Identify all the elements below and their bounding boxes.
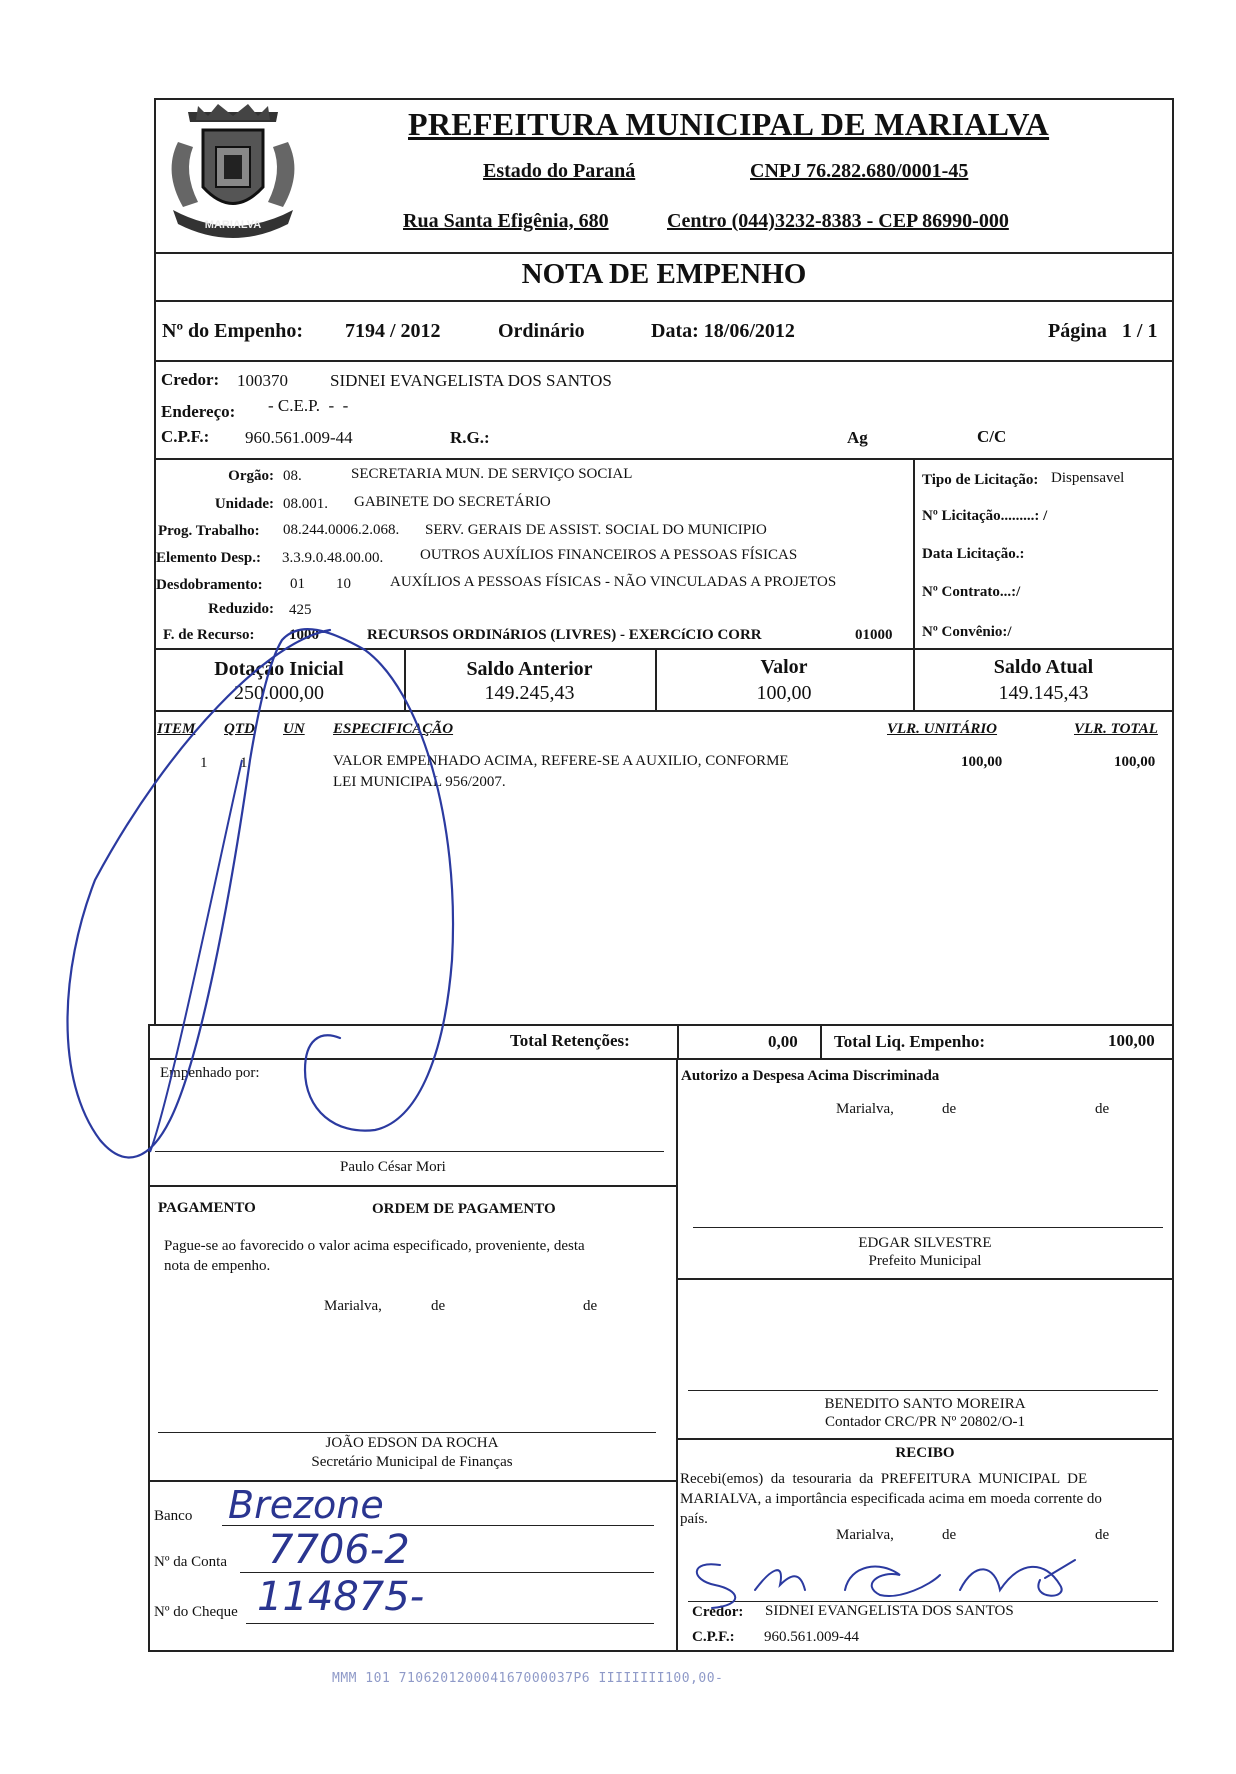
unidade-label: Unidade: [214, 496, 274, 512]
cpf-value: 960.561.009-44 [245, 428, 353, 447]
col-especificacao: ESPECIFICAÇÃO [333, 721, 454, 737]
recibo-text-1: Recebi(emos) da tesouraria da PREFEITURA MUNICIPAL DE [680, 1471, 1088, 1487]
cc-label: C/C [977, 427, 1007, 446]
desd-label: Desdobramento: [156, 577, 263, 593]
desd-desc: AUXÍLIOS A PESSOAS FÍSICAS - NÃO VINCULADAS A PROJETOS [390, 574, 837, 590]
prog-label: Prog. Trabalho: [158, 523, 260, 539]
endereco-label: Endereço: [161, 402, 236, 421]
total-retencoes-value: 0,00 [768, 1032, 798, 1051]
reduzido-value: 425 [289, 602, 312, 618]
cheque-handwritten[interactable]: 114875- [257, 1574, 425, 1620]
pagamento-label: PAGAMENTO [158, 1200, 256, 1216]
tipo-licitacao-label: Tipo de Licitação: [922, 472, 1039, 488]
empenhado-sign-line [155, 1151, 664, 1152]
saldo-atual-value: 149.145,43 [998, 682, 1089, 704]
contador-sign-line [688, 1390, 1158, 1391]
credor-name: SIDNEI EVANGELISTA DOS SANTOS [330, 371, 612, 390]
page-indicator: Página 1 / 1 [1048, 320, 1158, 342]
col-qtd: QTD [224, 721, 255, 737]
recurso-code: 01000 [855, 627, 893, 643]
reduzido-label: Reduzido: [208, 601, 274, 617]
contador-name: BENEDITO SANTO MOREIRA [824, 1396, 1026, 1412]
pagamento-de-1: de [431, 1298, 446, 1314]
orgao-code: 08. [283, 468, 302, 484]
autorizo-sign-line [693, 1227, 1163, 1228]
numero-convenio: Nº Convênio:/ [922, 624, 1012, 640]
col-un: UN [283, 721, 305, 737]
lower-center-divider [676, 1058, 678, 1652]
address-street: Rua Santa Efigênia, 680 [403, 210, 609, 232]
ordem-pagamento-title: ORDEM DE PAGAMENTO [372, 1201, 556, 1217]
unidade-desc: GABINETE DO SECRETÁRIO [354, 494, 551, 510]
budget-divider [913, 458, 915, 650]
banco-handwritten[interactable]: Brezone [228, 1483, 384, 1527]
prog-code: 08.244.0006.2.068. [283, 522, 400, 538]
cpf-label: C.P.F.: [161, 427, 210, 446]
totals-box [148, 1024, 1174, 1060]
banco-top-rule [148, 1480, 676, 1482]
elem-desc: OUTROS AUXÍLIOS FINANCEIROS A PESSOAS FÍSICAS [420, 547, 798, 563]
empenho-date: Data: 18/06/2012 [651, 320, 795, 342]
recibo-cpf-value: 960.561.009-44 [764, 1629, 859, 1645]
document-title: NOTA DE EMPENHO [521, 258, 807, 290]
total-retencoes-label: Total Retenções: [510, 1031, 630, 1050]
prog-desc: SERV. GERAIS DE ASSIST. SOCIAL DO MUNICIPIO [425, 522, 767, 538]
prefeito-name: EDGAR SILVESTRE [858, 1235, 992, 1251]
autorizo-de-1: de [942, 1101, 957, 1117]
numero-contrato: Nº Contrato...:/ [922, 584, 1021, 600]
numero-licitacao: Nº Licitação.........: / [922, 508, 1048, 524]
valor-value: 100,00 [756, 682, 812, 704]
col-item: ITEM [157, 721, 196, 737]
desd-code-2: 10 [336, 576, 351, 592]
contador-bottom-rule [676, 1438, 1174, 1440]
recibo-de-1: de [942, 1527, 957, 1543]
empenhado-bottom-rule [148, 1185, 676, 1187]
rg-label: R.G.: [450, 428, 490, 447]
item-desc-line1: VALOR EMPENHADO ACIMA, REFERE-SE A AUXILIO, CONFORME [333, 753, 789, 769]
item-qtd: 1 [240, 755, 248, 771]
recibo-sign-line [688, 1601, 1158, 1602]
empenho-type: Ordinário [498, 320, 585, 342]
total-liquido-value: 100,00 [1108, 1031, 1155, 1050]
item-desc-line2: LEI MUNICIPAL 956/2007. [333, 774, 506, 790]
conta-label: Nº da Conta [154, 1554, 227, 1570]
recibo-text-3: país. [680, 1511, 708, 1527]
saldo-anterior-value: 149.245,43 [484, 682, 575, 704]
micr-line: MMM 101 710620120004167000037P6 IIIIIIII100,00- [332, 1671, 724, 1686]
unidade-code: 08.001. [283, 496, 328, 512]
elem-code: 3.3.9.0.48.00.00. [282, 550, 384, 566]
address-rest: Centro (044)3232-8383 - CEP 86990-000 [667, 210, 1009, 232]
crest-banner-text: MARIALVA [204, 219, 262, 231]
empenhado-signer: Paulo César Mori [340, 1159, 446, 1175]
item-number: 1 [200, 755, 208, 771]
recibo-text-2: MARIALVA, a importância especificada acima em moeda corrente do [680, 1491, 1102, 1507]
tipo-licitacao-value: Dispensavel [1051, 470, 1125, 486]
ag-label: Ag [847, 428, 868, 447]
recurso-desc: RECURSOS ORDINáRIOS (LIVRES) - EXERCíCIO CORR [367, 627, 762, 643]
data-licitacao: Data Licitação.: [922, 546, 1025, 562]
pagamento-text-2: nota de empenho. [164, 1258, 271, 1274]
state-name: Estado do Paraná [483, 160, 636, 182]
municipal-crest-icon [158, 102, 308, 250]
empenho-number: 7194 / 2012 [345, 320, 441, 342]
dotacao-value: 250.000,00 [234, 682, 324, 704]
empenhado-label: Empenhado por: [160, 1065, 260, 1081]
recibo-credor-label: Credor: [692, 1604, 744, 1620]
saldo-atual-label: Saldo Atual [993, 656, 1094, 678]
elem-label: Elemento Desp.: [156, 550, 261, 566]
banco-label: Banco [154, 1508, 193, 1524]
pagamento-city: Marialva, [324, 1298, 382, 1314]
autorizo-label: Autorizo a Despesa Acima Discriminada [681, 1068, 940, 1084]
pagamento-role: Secretário Municipal de Finanças [311, 1454, 513, 1470]
empenho-number-label: Nº do Empenho: [162, 320, 304, 342]
recurso-value: 1000 [289, 627, 319, 643]
total-liquido-label: Total Liq. Empenho: [834, 1032, 985, 1051]
pagamento-sign-line [158, 1432, 656, 1433]
orgao-desc: SECRETARIA MUN. DE SERVIÇO SOCIAL [351, 466, 633, 482]
recibo-title: RECIBO [895, 1445, 955, 1461]
credor-label: Credor: [161, 370, 220, 389]
valor-label: Valor [760, 656, 808, 678]
recibo-cpf-label: C.P.F.: [692, 1629, 735, 1645]
recibo-signature-text: Sidnei Evangelista dos Santos [0, 0, 13, 1]
saldo-anterior-label: Saldo Anterior [466, 658, 593, 680]
autorizo-de-2: de [1095, 1101, 1110, 1117]
prefeito-bottom-rule [676, 1278, 1174, 1280]
prefeito-role: Prefeito Municipal [868, 1253, 982, 1269]
conta-handwritten[interactable]: 7706-2 [268, 1527, 410, 1573]
desd-code-1: 01 [290, 576, 305, 592]
endereco-value: - C.E.P. - - [268, 396, 349, 415]
pagamento-signer: JOÃO EDSON DA ROCHA [325, 1435, 499, 1451]
item-total-value: 100,00 [1114, 754, 1156, 770]
col-vlr-total: VLR. TOTAL [1074, 721, 1158, 737]
municipality-title: PREFEITURA MUNICIPAL DE MARIALVA [408, 106, 1050, 142]
dotacao-label: Dotação Inicial [214, 658, 344, 680]
credor-code: 100370 [237, 371, 288, 390]
pagamento-de-2: de [583, 1298, 598, 1314]
cnpj: CNPJ 76.282.680/0001-45 [750, 160, 969, 182]
orgao-label: Orgão: [228, 468, 274, 484]
item-unit-value: 100,00 [961, 754, 1003, 770]
autorizo-city: Marialva, [836, 1101, 894, 1117]
col-vlr-unitario: VLR. UNITÁRIO [887, 721, 998, 737]
cheque-line [246, 1623, 654, 1624]
recibo-credor-value: SIDNEI EVANGELISTA DOS SANTOS [765, 1603, 1014, 1619]
pagamento-text-1: Pague-se ao favorecido o valor acima especificado, proveniente, desta [164, 1238, 585, 1254]
recurso-label: F. de Recurso: [163, 627, 255, 643]
contador-role: Contador CRC/PR Nº 20802/O-1 [824, 1414, 1026, 1430]
totals-div-1 [677, 1024, 679, 1060]
recibo-city: Marialva, [836, 1527, 894, 1543]
totals-div-2 [820, 1024, 822, 1060]
recibo-de-2: de [1095, 1527, 1110, 1543]
cheque-label: Nº do Cheque [154, 1604, 238, 1620]
